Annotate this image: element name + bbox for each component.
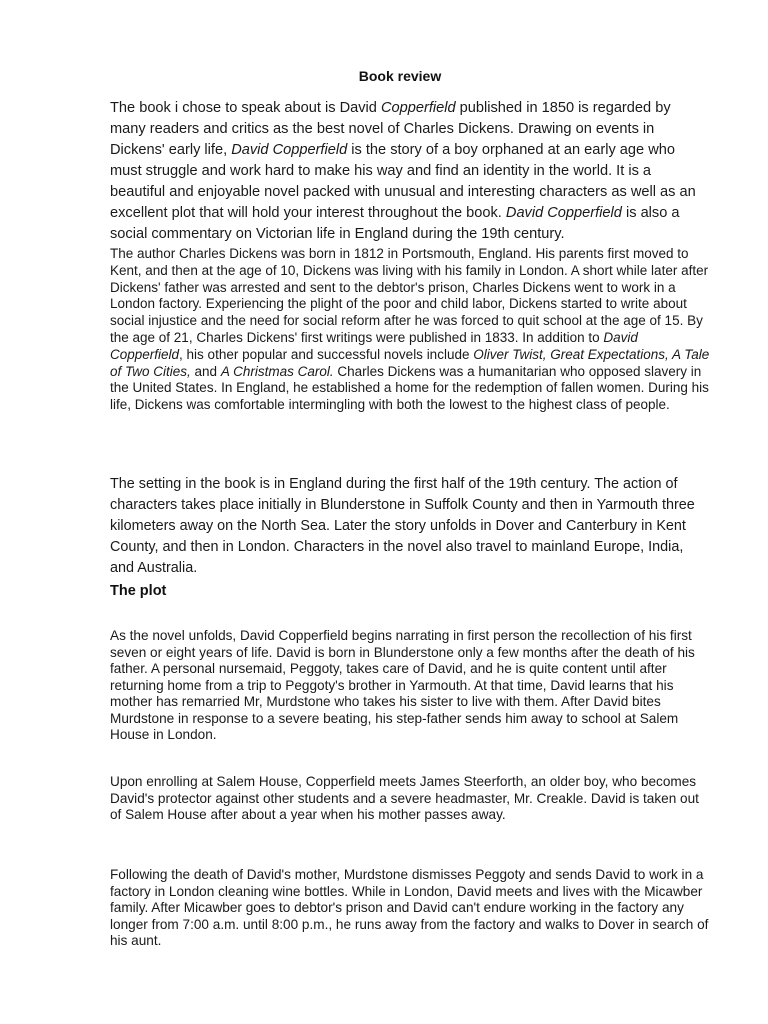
plot-paragraph: Upon enrolling at Salem House, Copperfield meets James Steerforth, an older boy, who becomes David's protector against other students and a severe headmaster, Mr. Creakle. David is taken out of Salem House after about a year when his mother passes away. bbox=[110, 774, 699, 822]
intro-paragraph bbox=[110, 98, 710, 245]
setting-paragraph: The setting in the book is in England during the first half of the 19th century. The action of characters takes place initially in Blunderstone in Suffolk County and then in Yarmouth three kilometers away on the North Sea. Later the story unfolds in Dover and Canterbury in Kent County, and then in London. Characters in the novel also travel to mainland Europe, India, and Australia. bbox=[110, 476, 695, 576]
page-title: Book review bbox=[358, 68, 442, 84]
author-italic-3: A Christmas Carol. bbox=[220, 363, 334, 379]
author-paragraph bbox=[110, 246, 710, 414]
author-text-1: The author Charles Dickens was born in 1812 in Portsmouth, England. His parents first moved to Kent, and then at the age of 10, Dickens was living with his family in London. A short while later after Dickens' father was arrested and sent to the debtor's prison, Charles Dickens went to work in a London factory. Experiencing the plight of the poor and child labor, Dickens started to write about social injustice and the need for social reform after he was forced to quit school at the age of 15. By the age of 21, Charles Dickens' first writings were published in 1833. In addition to bbox=[110, 246, 709, 345]
plot-paragraph: Following the death of David's mother, Murdstone dismisses Peggoty and sends David to work in a factory in London cleaning wine bottles. While in London, David meets and lives with the Micawber family. After Micawber goes to debtor's prison and David can't endure working in the factory any longer from 7:00 a.m. until 8:00 p.m., he runs away from the factory and walks to Dover in search of his aunt. bbox=[110, 867, 709, 948]
intro-text-1: The book i chose to speak about is David bbox=[110, 100, 381, 116]
author-text-4: Charles Dickens was a humanitarian who opposed slavery in the United States. In England, he established a home for the redemption of fallen women. During his life, Dickens was comfortable intermingling with both the lowest to the highest class of people. bbox=[110, 363, 709, 413]
author-text-3: and bbox=[190, 363, 221, 379]
intro-text-4: is also a social commentary on Victorian life in England during the 19th century. bbox=[110, 205, 680, 242]
intro-italic-2: David Copperfield bbox=[231, 142, 348, 158]
intro-italic-1: Copperfield bbox=[380, 100, 456, 116]
plot-paragraph: As the novel unfolds, David Copperfield begins narrating in first person the recollection of his first seven or eight years of life. David is born in Blunderstone only a few months after the death of his father. A personal nursemaid, Peggoty, takes care of David, and he is quite content until after returning home from a trip to Peggoty's brother in Yarmouth. At that time, David learns that his mother has remarried Mr, Murdstone who takes his sister to live with them. After David bites Murdstone in response to a severe beating, his step-father sends him away to school at Salem House in London. bbox=[110, 628, 695, 742]
intro-text-3: is the story of a boy orphaned at an early age who must struggle and work hard to make his way and find an identity in the world. It is a beautiful and enjoyable novel packed with unusual and interesting characters as well as an excellent plot that will hold your interest throughout the book. bbox=[110, 142, 696, 221]
intro-text-2: published in 1850 is regarded by many readers and critics as the best novel of Charles Dickens. Drawing on events in Dickens' early life, bbox=[110, 100, 671, 158]
author-text-2: , his other popular and successful novels include bbox=[179, 346, 474, 362]
author-italic-1: David Copperfield bbox=[110, 329, 638, 362]
author-italic-2: Oliver Twist, Great Expectations, A Tale of Two Cities, bbox=[110, 346, 710, 379]
intro-italic-3: David Copperfield bbox=[505, 205, 622, 221]
plot-heading: The plot bbox=[110, 583, 167, 599]
